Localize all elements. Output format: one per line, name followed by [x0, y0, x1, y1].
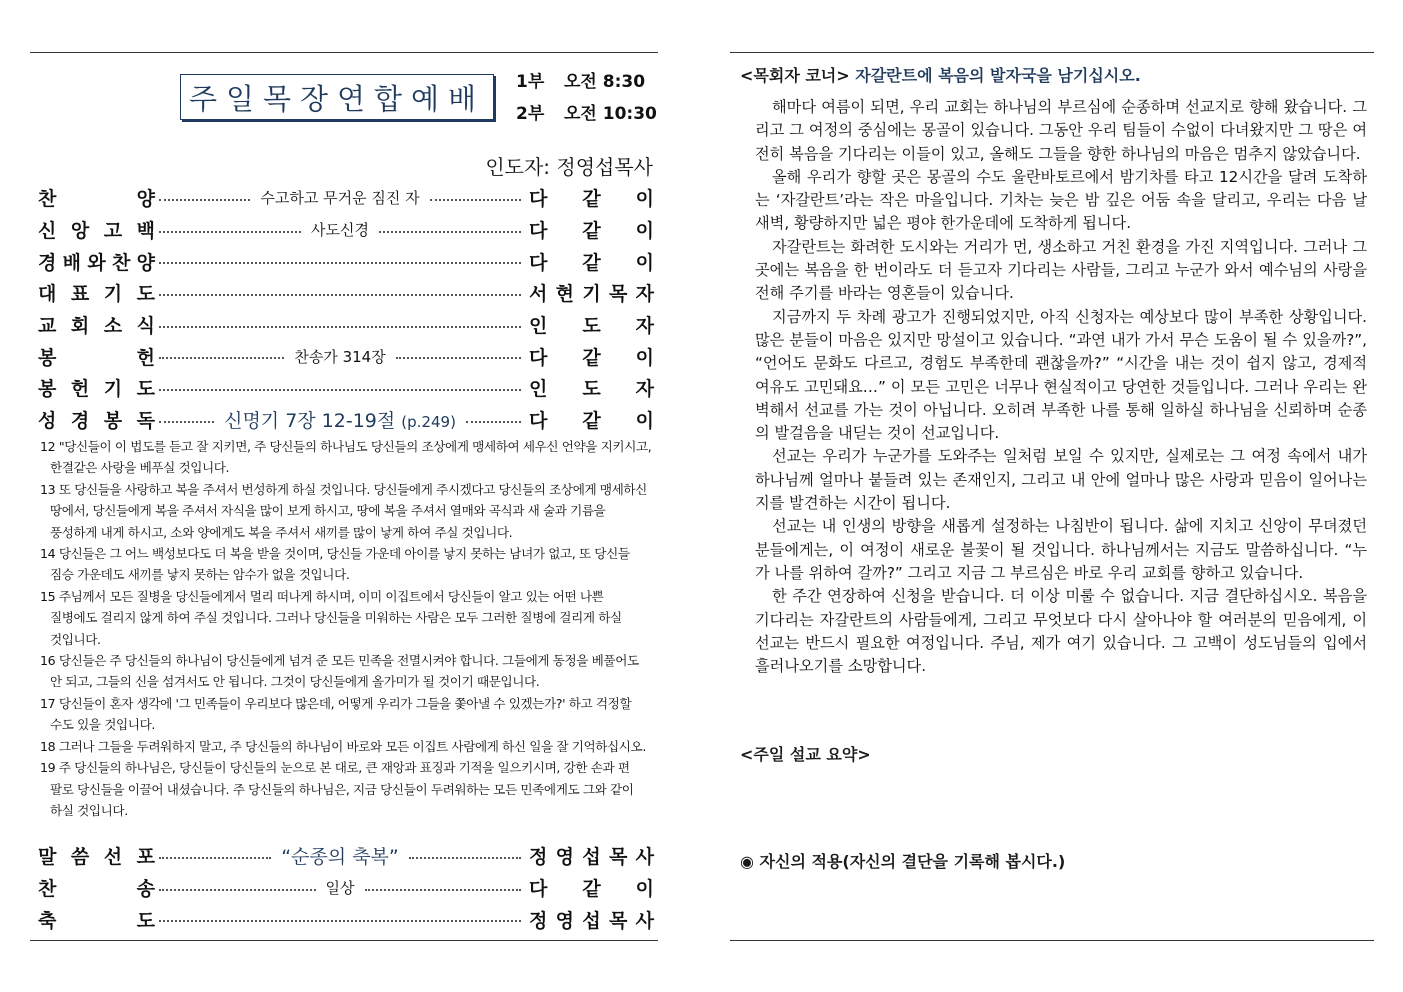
order-responsible-char: 서: [529, 283, 548, 306]
order-item: [38, 406, 155, 433]
order-row: [38, 840, 654, 872]
order-item-char: 말: [38, 846, 57, 869]
order-responsible: [529, 279, 654, 306]
order-responsible-char: 영: [555, 846, 575, 869]
order-responsible-char: 목: [608, 283, 628, 306]
verse-line: 16 당신들은 주 당신들의 하나님이 당신들에게 넘겨 준 모든 민족을 전멸시켜야 합니다. 그들에게 동정을 베풀어도: [40, 653, 639, 669]
order-item: [38, 184, 155, 211]
leader-dots: [159, 258, 521, 264]
order-item-char: 기: [103, 283, 123, 306]
order-responsible-char: 영: [555, 909, 575, 932]
order-item-char: 송: [136, 878, 155, 901]
dot-leader: [159, 421, 214, 423]
service-time: 오전 8:30: [564, 72, 646, 92]
order-responsible-char: 현: [555, 283, 575, 306]
order-item: [38, 311, 155, 338]
closing-order: [38, 840, 654, 935]
pastor-corner-title: 자갈란트에 복음의 발자국을 남기십시오.: [855, 66, 1141, 85]
order-responsible-char: 다: [529, 251, 548, 274]
dot-leader: [159, 231, 301, 233]
order-responsible-char: 자: [635, 283, 654, 306]
order-item: [38, 906, 155, 933]
order-responsible: [529, 216, 654, 243]
dot-leader: [396, 357, 521, 359]
dot-leader: [409, 857, 521, 859]
left-top-rule: [30, 52, 658, 53]
order-responsible-char: 다: [529, 346, 548, 369]
order-item: [38, 248, 155, 275]
pastor-corner-heading: [740, 62, 1368, 90]
order-item-char: 교: [38, 315, 57, 338]
order-detail: [284, 346, 395, 367]
order-item-char: 도: [136, 378, 155, 401]
order-item-char: 배: [62, 251, 82, 274]
dot-leader: [466, 421, 521, 423]
dot-leader: [379, 231, 521, 233]
order-item: [38, 279, 155, 306]
verse-line: 한결같은 사랑을 베푸실 것입니다.: [50, 460, 230, 476]
sermon-summary-heading: <주일 설교 요약>: [740, 745, 871, 764]
order-responsible-char: 자: [635, 378, 654, 401]
order-row: [38, 309, 654, 341]
order-responsible-char: 같: [582, 346, 601, 369]
pastor-corner-paragraph: 선교는 내 인생의 방향을 새롭게 설정하는 나침반이 됩니다. 삶에 지치고 신앙이 무뎌졌던 분들에게는, 이 여정이 새로운 불꽃이 될 것입니다. 하나님께서는 지금도 말씀하십니다. “누가 나를 위하여 갈까?” 그리고 지금 그 부르심은 바로 우리 교회를 향하고 있습니다.: [755, 517, 1367, 582]
order-detail-page: (p.249): [401, 413, 456, 432]
order-responsible-char: 이: [635, 410, 654, 433]
order-item: [38, 343, 155, 370]
order-responsible: [529, 874, 654, 901]
order-responsible-char: 사: [635, 846, 654, 869]
order-item-char: 대: [38, 283, 57, 306]
order-responsible-char: 도: [582, 315, 601, 338]
order-row: [38, 872, 654, 904]
dot-leader: [159, 389, 521, 391]
leader-dots: [159, 322, 521, 328]
order-item-char: 찬: [38, 878, 57, 901]
leader-dots: [159, 219, 521, 240]
dot-leader: [430, 199, 521, 201]
pastor-corner-paragraph: 해마다 여름이 되면, 우리 교회는 하나님의 부르심에 순종하며 선교지로 향해 왔습니다. 그리고 그 여정의 중심에는 몽골이 있습니다. 그동안 우리 팀들이 수없이 다녀왔지만 그 땅은 여전히 복음을 기다리는 이들이 있고, 올해도 그들을 향한 하나님의 마음은 멈추지 않았습니다.: [755, 98, 1367, 163]
order-item: [38, 216, 155, 243]
verse-line: 15 주님께서 모든 질병을 당신들에게서 멀리 떠나게 하시며, 이미 이집트에서 당신들이 알고 있는 어떤 나쁜: [40, 588, 604, 604]
order-item-char: 봉: [38, 346, 57, 369]
order-responsible-char: 다: [529, 410, 548, 433]
leader-dots: [159, 346, 521, 367]
order-responsible-char: 정: [529, 909, 548, 932]
order-detail: [301, 219, 379, 240]
verse-line: 안 되고, 그들의 신을 섬겨서도 안 됩니다. 그것이 당신들에게 올가미가 될 것이기 때문입니다.: [50, 674, 540, 690]
order-item-char: 소: [103, 315, 123, 338]
order-responsible-char: 이: [635, 220, 654, 243]
service-title-text: 주일목장연합예배: [188, 81, 486, 116]
service-times: [516, 66, 657, 130]
order-responsible-char: 도: [582, 378, 601, 401]
leader-dots: [159, 877, 521, 898]
order-item-char: 헌: [136, 346, 155, 369]
leader-label: 인도자: 정영섭목사: [485, 155, 653, 179]
order-responsible-char: 같: [582, 188, 601, 211]
order-responsible: [529, 184, 654, 211]
order-responsible: [529, 842, 654, 869]
order-item-char: 회: [70, 315, 90, 338]
verse-line: 19 주 당신들의 하나님은, 당신들이 당신들의 눈으로 본 대로, 큰 재앙과 표징과 기적을 일으키시며, 강한 손과 편: [40, 760, 630, 776]
verse-line: 14 당신들은 그 어느 백성보다도 더 복을 받을 것이며, 당신들 가운데 아이를 낳지 못하는 남녀가 없고, 또 당신들: [40, 546, 630, 562]
order-responsible-char: 같: [582, 251, 601, 274]
order-item-char: 봉: [103, 410, 123, 433]
order-item-char: 양: [136, 188, 155, 211]
order-item: [38, 842, 155, 869]
right-top-rule: [730, 52, 1374, 53]
order-responsible-char: 섭: [582, 909, 601, 932]
dot-leader: [159, 920, 521, 922]
application-heading: ◉ 자신의 적용(자신의 결단을 기록해 봅시다.): [740, 852, 1066, 871]
order-item-char: 앙: [70, 220, 90, 243]
service-part: 2부: [516, 104, 545, 124]
pastor-corner: [740, 62, 1368, 678]
dot-leader: [159, 857, 271, 859]
scripture-passage: [40, 436, 658, 821]
order-item-char: 포: [136, 846, 155, 869]
service-time-row: [516, 98, 657, 130]
order-responsible-char: 다: [529, 878, 548, 901]
order-responsible-char: 인: [529, 378, 548, 401]
pastor-corner-paragraph: 한 주간 연장하여 신청을 받습니다. 더 이상 미룰 수 없습니다. 지금 결단하십시오. 복음을 기다리는 자갈란트의 사람들에게, 그리고 무엇보다 다시 살아나야 할 여러분의 믿음에게, 이 선교는 반드시 필요한 여정입니다. 주님, 제가 여기 있습니다. 그 고백이 성도님들의 입에서 흘러나오기를 소망합니다.: [755, 587, 1367, 676]
order-item: [38, 374, 155, 401]
order-detail-text: 신명기 7장 12-19절: [224, 410, 396, 433]
order-responsible-char: 다: [529, 220, 548, 243]
order-responsible-char: 이: [635, 251, 654, 274]
order-responsible: [529, 906, 654, 933]
order-item-char: 기: [103, 378, 123, 401]
order-row: [38, 903, 654, 935]
order-item-char: 경: [70, 410, 90, 433]
order-detail: [271, 842, 409, 869]
verse-line: 짐승 가운데도 새끼를 낳지 못하는 암수가 없을 것입니다.: [50, 567, 350, 583]
dot-leader: [365, 889, 522, 891]
leader-dots: [159, 842, 521, 869]
dot-leader: [159, 199, 250, 201]
dot-leader: [159, 294, 521, 296]
order-item-char: 축: [38, 909, 57, 932]
order-responsible-char: 자: [635, 315, 654, 338]
order-item-char: 도: [136, 283, 155, 306]
order-detail-text: 찬송가 314장: [294, 347, 386, 366]
verse-line: 땅에서, 당신들에게 복을 주셔서 자식을 많이 보게 하시고, 땅에 복을 주셔서 열매와 곡식과 새 술과 기름을: [50, 503, 606, 519]
order-item-char: 고: [103, 220, 123, 243]
left-bottom-rule: [30, 940, 658, 941]
order-responsible: [529, 311, 654, 338]
order-responsible-char: 기: [582, 283, 601, 306]
order-item: [38, 874, 155, 901]
order-item-char: 백: [136, 220, 155, 243]
order-item-char: 도: [136, 909, 155, 932]
leader-dots: [159, 290, 521, 296]
verse-line: 18 그러나 그들을 두려워하지 말고, 주 당신들의 하나님이 바로와 모든 이집트 사람에게 하신 일을 잘 기억하십시오.: [40, 738, 646, 754]
order-row: [38, 277, 654, 309]
verse-line: 풍성하게 내게 하시고, 소와 양에게도 복을 주셔서 새끼를 많이 낳게 하여 주실 것입니다.: [50, 524, 513, 540]
order-item-char: 봉: [38, 378, 57, 401]
order-row: [38, 340, 654, 372]
order-item-char: 독: [136, 410, 155, 433]
leader-dots: [159, 187, 521, 208]
pastor-corner-paragraph: 자갈란트는 화려한 도시와는 거리가 먼, 생소하고 거친 환경을 가진 지역입니다. 그러나 그곳에는 복음을 한 번이라도 더 듣고자 기다리는 사람들, 그리고 누군가 와서 예수님의 사랑을 전해 주기를 바라는 영혼들이 있습니다.: [755, 237, 1367, 303]
verse-line: 13 또 당신들을 사랑하고 복을 주셔서 번성하게 하실 것입니다. 당신들에게 주시겠다고 당신들의 조상에게 맹세하신: [40, 481, 647, 497]
verse-line: 것입니다.: [50, 631, 101, 647]
order-responsible-char: 목: [608, 909, 628, 932]
order-responsible-char: 사: [635, 909, 654, 932]
order-detail-text: “순종의 축복”: [281, 846, 399, 869]
leader-dots: [159, 385, 521, 391]
order-responsible-char: 이: [635, 188, 654, 211]
order-responsible-char: 다: [529, 188, 548, 211]
pastor-corner-label: <목회자 코너>: [740, 66, 850, 85]
order-responsible-char: 인: [529, 315, 548, 338]
order-row: [38, 214, 654, 246]
order-responsible: [529, 248, 654, 275]
order-item-char: 표: [70, 283, 90, 306]
verse-line: 수도 있을 것입니다.: [50, 717, 155, 733]
order-responsible: [529, 374, 654, 401]
order-item-char: 헌: [70, 378, 90, 401]
service-part: 1부: [516, 72, 545, 92]
service-title: [180, 74, 494, 120]
service-time: 오전 10:30: [564, 104, 657, 124]
order-detail: [214, 406, 466, 433]
order-item-char: 씀: [70, 846, 90, 869]
order-item-char: 양: [136, 251, 155, 274]
order-responsible-char: 이: [635, 878, 654, 901]
leader-dots: [159, 916, 521, 922]
dot-leader: [159, 889, 316, 891]
dot-leader: [159, 262, 521, 264]
order-of-worship: [38, 182, 654, 436]
dot-leader: [159, 326, 521, 328]
service-time-row: [516, 66, 657, 98]
order-responsible: [529, 343, 654, 370]
order-responsible-char: 정: [529, 846, 548, 869]
order-item-char: 찬: [111, 251, 131, 274]
order-item-char: 성: [38, 410, 57, 433]
order-row: [38, 372, 654, 404]
order-responsible-char: 섭: [582, 846, 601, 869]
order-item-char: 선: [103, 846, 123, 869]
order-responsible-char: 같: [582, 878, 601, 901]
verse-line: 팔로 당신들을 이끌어 내셨습니다. 주 당신들의 하나님은, 지금 당신들이 두려워하는 모든 민족에게도 그와 같이: [50, 781, 634, 797]
verse-line: 하실 것입니다.: [50, 802, 128, 818]
order-responsible-char: 이: [635, 346, 654, 369]
order-responsible-char: 목: [608, 846, 628, 869]
order-detail-text: 일상: [325, 879, 355, 898]
pastor-corner-body: [755, 96, 1367, 678]
right-bottom-rule: [730, 940, 1374, 941]
leader-dots: [159, 406, 521, 433]
verse-line: 12 "당신들이 이 법도를 듣고 잘 지키면, 주 당신들의 하나님도 당신들의 조상에게 맹세하여 세우신 언약을 지키시고,: [40, 439, 652, 454]
pastor-corner-paragraph: 올해 우리가 향할 곳은 몽골의 수도 울란바토르에서 밤기차를 타고 12시간을 달려 도착하는 ‘자갈란트’라는 작은 마을입니다. 기차는 늦은 밤 깊은 어둠 속을 달리고, 우리는 다음 날 새벽, 황량하지만 넓은 평야 한가운데에 도착하게 됩니다.: [755, 167, 1367, 233]
order-item-char: 찬: [38, 188, 57, 211]
order-item-char: 경: [38, 251, 57, 274]
order-detail-text: 사도신경: [311, 221, 369, 240]
order-detail: [316, 877, 365, 898]
verse-line: 질병에도 걸리지 않게 하여 주실 것입니다. 그러나 당신들을 미워하는 사람은 모두 그러한 질병에 걸리게 하실: [50, 610, 622, 626]
order-row: [38, 182, 654, 214]
verse-line: 17 당신들이 혼자 생각에 '그 민족들이 우리보다 많은데, 어떻게 우리가 그들을 쫓아낼 수 있겠는가?' 하고 걱정할: [40, 695, 632, 711]
order-responsible-char: 같: [582, 220, 601, 243]
order-item-char: 와: [87, 251, 106, 274]
pastor-corner-paragraph: 지금까지 두 차례 광고가 진행되었지만, 아직 신청자는 예상보다 많이 부족한 상황입니다. 많은 분들이 마음은 있지만 망설이고 있습니다. “과연 내가 가서 무슨 도움이 될 수 있을까?”, “언어도 문화도 다르고, 경험도 부족한데 괜찮을까?” “시간을 내는 것이 쉽지 않고, 경제적 여유도 고민돼요…” 이 모든 고민은 너무나 현실적이고 당연한 것들입니다. 그러나 우리는 완벽해서 선교를 가는 것이 아닙니다. 오히려 부족한 나를 통해 일하실 하나님을 신뢰하며 순종의 발걸음을 내딛는 것이 선교입니다.: [755, 307, 1367, 443]
order-responsible-char: 같: [582, 410, 601, 433]
order-item-char: 신: [38, 220, 57, 243]
order-responsible: [529, 406, 654, 433]
order-row: [38, 245, 654, 277]
order-item-char: 식: [136, 315, 155, 338]
order-detail: [250, 187, 429, 208]
order-row: [38, 404, 654, 436]
dot-leader: [159, 357, 284, 359]
order-detail-text: 수고하고 무거운 짐진 자: [260, 189, 420, 208]
pastor-corner-paragraph: 선교는 우리가 누군가를 도와주는 일처럼 보일 수 있지만, 실제로는 그 여정 속에서 내가 하나님께 얼마나 붙들려 있는 존재인지, 그리고 내 안에 얼마나 많은 사랑과 믿음이 일어나는지를 발견하는 시간이 됩니다.: [755, 447, 1367, 513]
